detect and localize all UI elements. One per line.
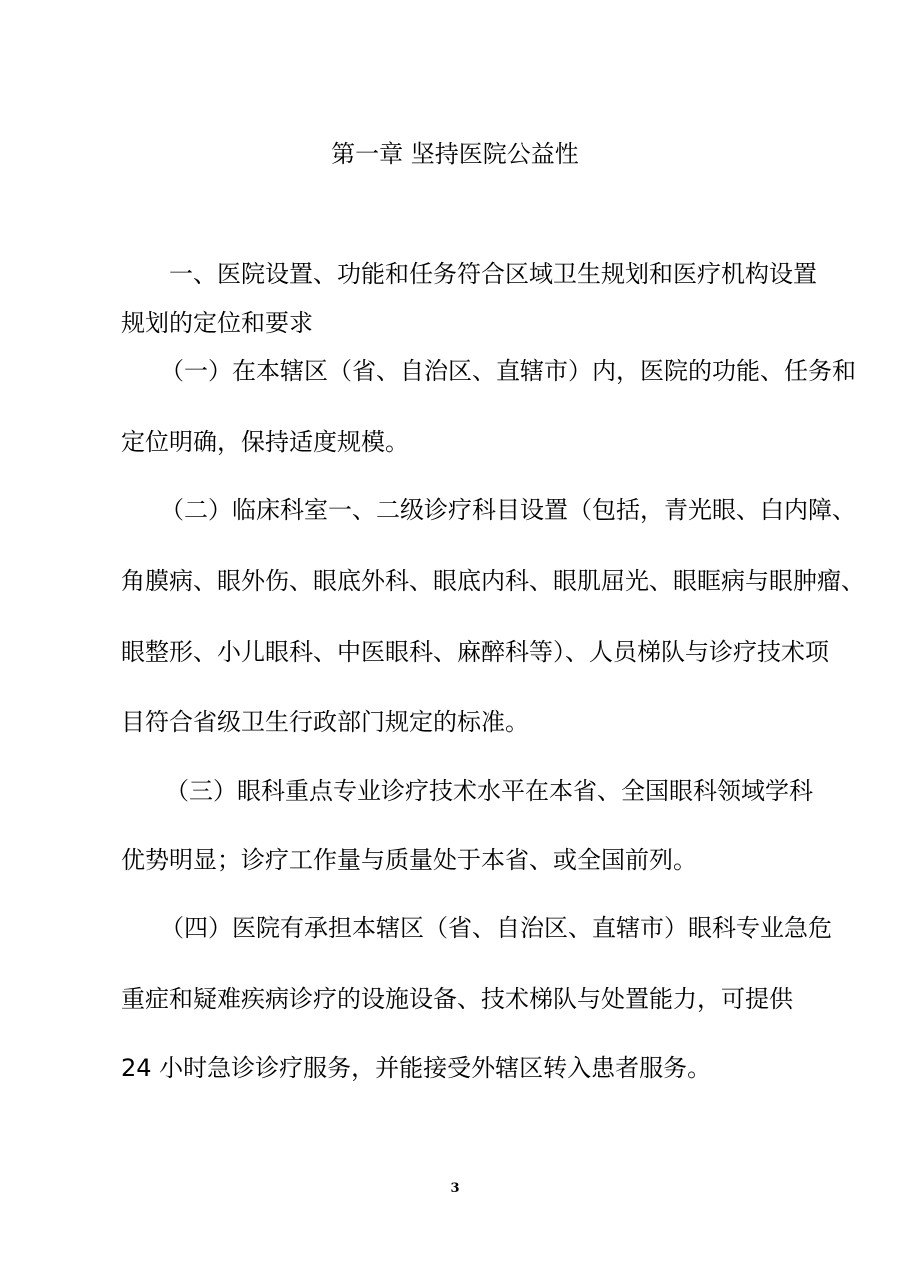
item-3-line-2: 优势明显；诊疗工作量与质量处于本省、或全国前列。 <box>121 846 697 874</box>
item-2-line-4: 目符合省级卫生行政部门规定的标准。 <box>121 708 529 736</box>
item-2-line-3: 眼整形、小儿眼科、中医眼科、麻醉科等）、人员梯队与诊疗技术项 <box>121 638 829 666</box>
item-3-line-1: （三）眼科重点专业诊疗技术水平在本省、全国眼科领域学科 <box>165 777 813 805</box>
page-number: 3 <box>450 1181 460 1196</box>
section-heading-line-2: 规划的定位和要求 <box>121 309 313 337</box>
chapter-title: 第一章 坚持医院公益性 <box>331 140 579 168</box>
item-2-line-2: 角膜病、眼外伤、眼底外科、眼底内科、眼肌屈光、眼眶病与眼肿瘤、 <box>121 567 865 595</box>
item-1-line-2: 定位明确，保持适度规模。 <box>121 428 409 456</box>
item-4-line-2: 重症和疑难疾病诊疗的设施设备、技术梯队与处置能力，可提供 <box>121 985 793 1013</box>
item-2-line-1: （二）临床科室一、二级诊疗科目设置（包括，青光眼、白内障、 <box>160 496 856 524</box>
section-heading-line-1: 一、医院设置、功能和任务符合区域卫生规划和医疗机构设置 <box>169 260 817 288</box>
item-4-line-3: 24 小时急诊诊疗服务，并能接受外辖区转入患者服务。 <box>121 1054 712 1082</box>
item-1-line-1: （一）在本辖区（省、自治区、直辖市）内，医院的功能、任务和 <box>160 357 856 385</box>
item-4-line-1: （四）医院有承担本辖区（省、自治区、直辖市）眼科专业急危 <box>160 914 832 942</box>
